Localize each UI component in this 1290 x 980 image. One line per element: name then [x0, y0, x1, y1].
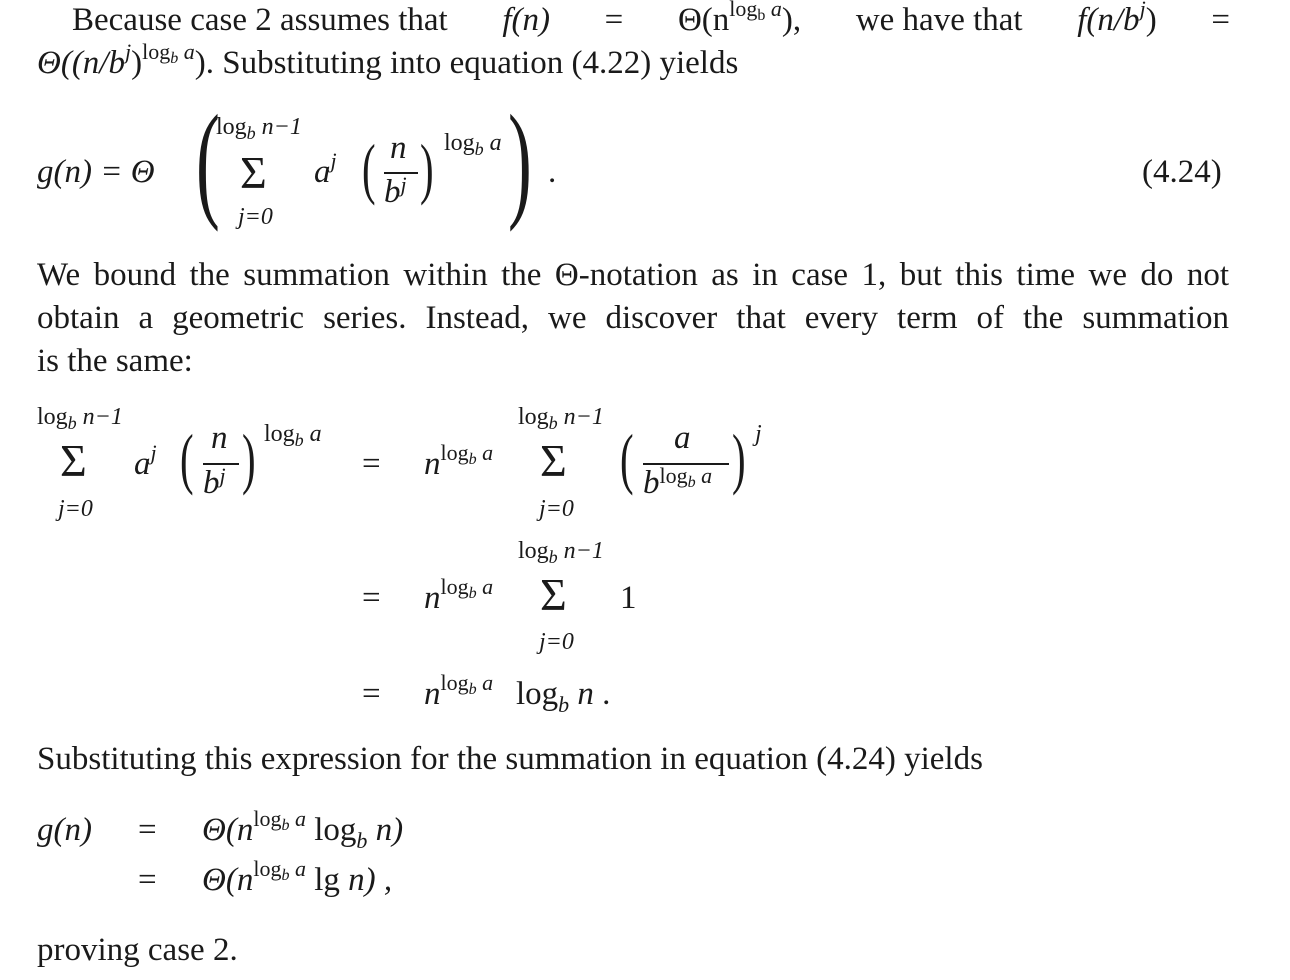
- para1-line2: $\Theta((n/b^j)^{logb a})$. Substituting into equation (4.22) yields: [37, 39, 739, 81]
- para1-line1: [72, 2, 1230, 39]
- eq424-dot: .: [548, 154, 557, 190]
- align1-r2-upper: $\log_b n-1$: [518, 538, 604, 567]
- align2-eq1: =: [138, 812, 157, 848]
- para3-line1: Substituting this expression for the summation in equation (4.24) yields: [37, 741, 983, 777]
- eq424-power: $\log_b a$: [444, 130, 502, 159]
- align1-right-paren: ): [242, 420, 256, 496]
- align1-r1-pow: j: [755, 421, 762, 447]
- align1-eq3: =: [362, 676, 381, 712]
- align1-r2-lower: j=0: [539, 629, 574, 655]
- align1-term-a: $a^j$: [134, 440, 157, 482]
- align1-r3-logb-n: $\log_b n$ .: [516, 676, 611, 717]
- align2-r1: $\Theta(n^{logb a}$ $\log_b n$): [202, 806, 404, 853]
- para1-text-b: we have that: [855, 2, 1023, 38]
- align1-left-paren: (: [180, 420, 194, 496]
- align2-eq2: =: [138, 862, 157, 898]
- para2-line1: We bound the summation within the Θ-notation as in case 1, but this time we do not: [37, 257, 1229, 293]
- align1-r1-sigma: Σ: [540, 435, 567, 486]
- align1-r1-upper: $\log_b n-1$: [518, 404, 604, 433]
- eq424-frac-den: $b^j$: [384, 172, 407, 210]
- eq424-lhs: g(n) = Θ: [37, 154, 155, 190]
- align1-r2-sigma: Σ: [540, 569, 567, 620]
- align1-r1-den: $b^{logb a}$: [643, 463, 713, 501]
- eq424-sigma: Σ: [240, 147, 267, 198]
- align2-lhs: g(n): [37, 812, 92, 848]
- align1-sigma: Σ: [60, 435, 87, 486]
- eq424-left-paren: (: [196, 89, 220, 233]
- eq424-inner-right-paren: ): [420, 130, 434, 206]
- align1-r2-n-pow: $n^{logb a}$: [424, 574, 494, 616]
- para1-f-n-over-bj: $f(n/b^j)$: [1077, 0, 1157, 38]
- align2-r2: $\Theta(n^{logb a}$ lg n) ,: [202, 856, 393, 898]
- align1-frac-den: $b^j$: [203, 463, 226, 501]
- eq424-inner-left-paren: (: [362, 130, 376, 206]
- align1-power: $\log_b a$: [264, 421, 322, 450]
- para4-line1: proving case 2.: [37, 932, 238, 968]
- eq424-lower-limit: j=0: [238, 204, 273, 230]
- align1-r1-num: a: [674, 420, 691, 456]
- align1-r1-left-paren: (: [620, 420, 634, 496]
- para1-text-a: Because case 2 assumes that: [72, 2, 448, 38]
- eq424-upper-limit: $\log_b n-1$: [216, 114, 302, 143]
- align1-r1-right-paren: ): [732, 420, 746, 496]
- para1-f-of-n: f(n): [502, 2, 551, 38]
- align1-r1-lower: j=0: [539, 496, 574, 522]
- align1-r3-n-pow: $n^{logb a}$: [424, 670, 494, 712]
- para1-equals-2: =: [1211, 2, 1230, 38]
- align1-r2-one: 1: [620, 580, 637, 616]
- align1-upper-limit: $\log_b n-1$: [37, 404, 123, 433]
- align1-lower-limit: j=0: [58, 496, 93, 522]
- para1-theta-expr: $\Theta(n^{logb a})$,: [677, 0, 802, 38]
- para2-line2: obtain a geometric series. Instead, we discover that every term of the summation: [37, 300, 1229, 336]
- align1-r1-n-pow: $n^{logb a}$: [424, 440, 494, 482]
- eq424-number: (4.24): [1142, 154, 1222, 190]
- para2-line3: is the same:: [37, 343, 193, 379]
- eq424-frac-num: n: [390, 130, 407, 166]
- align1-eq2: =: [362, 580, 381, 616]
- eq424-term-a: $a^j$: [314, 148, 337, 190]
- para1-equals: =: [604, 2, 624, 38]
- align1-eq1: =: [362, 446, 381, 482]
- align1-frac-num: n: [211, 420, 228, 456]
- eq424-right-paren: ): [508, 89, 532, 233]
